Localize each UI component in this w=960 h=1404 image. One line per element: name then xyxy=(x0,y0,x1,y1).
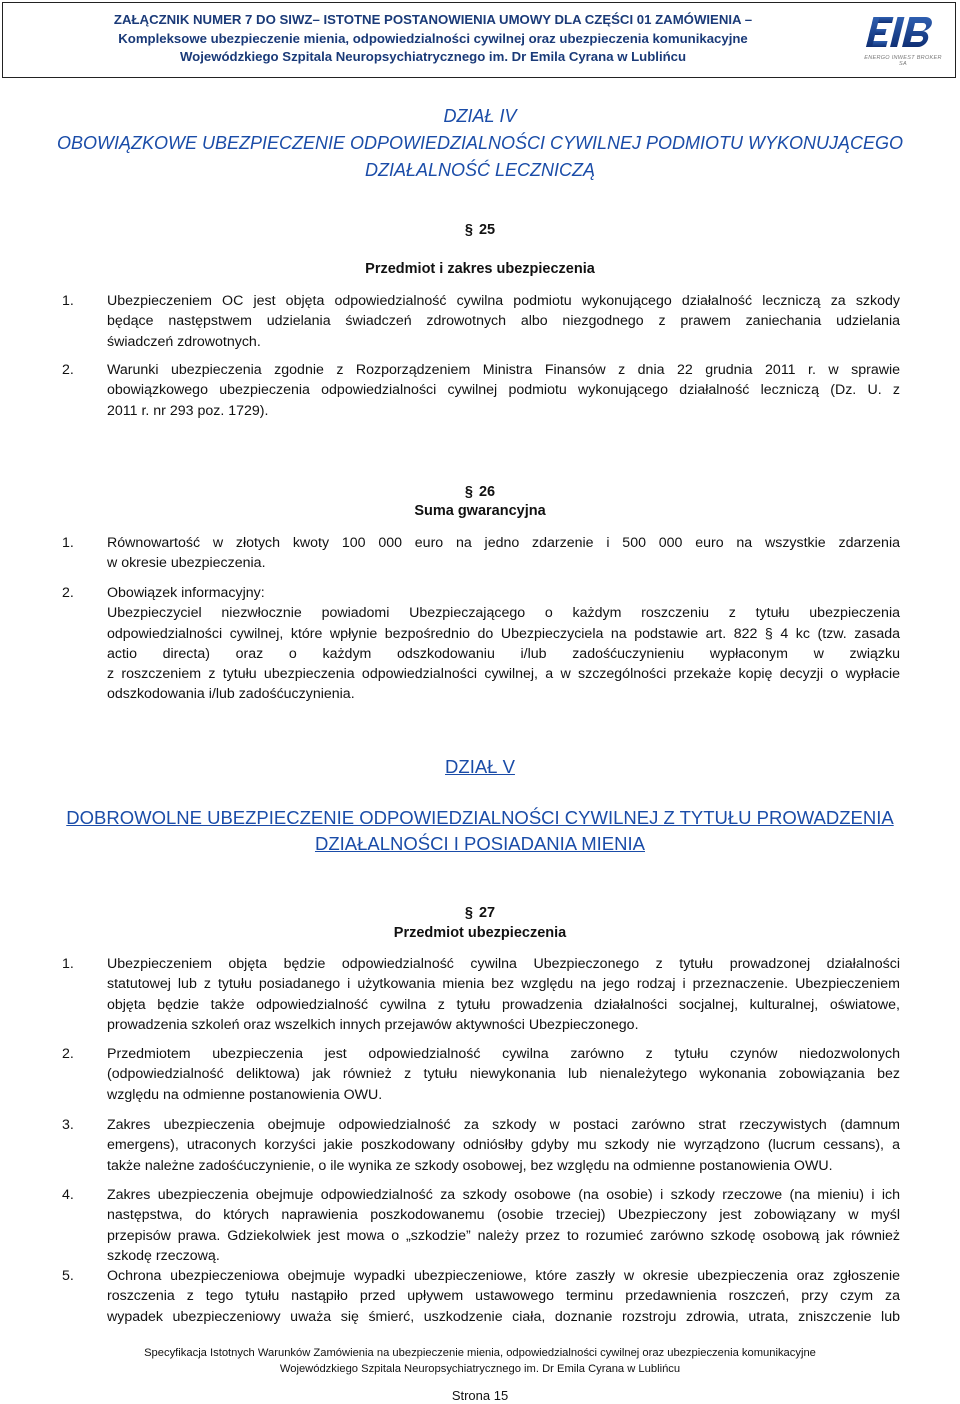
p25-item-1 xyxy=(62,291,900,352)
paragraph-27-title: Przedmiot ubezpieczenia xyxy=(393,925,567,941)
section-sign: § xyxy=(464,905,473,921)
item-line: Ubezpieczeniem OC jest objęta odpowiedzialność cywilna podmiotu wykonującego działalność leczniczą za szkody xyxy=(107,293,900,309)
item-line: Równowartość w złotych kwoty 100 000 euro na jedno zdarzenie i 500 000 euro na wszystkie zdarzenia xyxy=(107,535,900,551)
paragraph-27-number xyxy=(0,905,960,921)
footer-line-1: Specyfikacja Istotnych Warunków Zamówienia na ubezpieczenie mienia, odpowiedzialności cywilnej oraz ubezpieczenia komunikacyjne xyxy=(144,1347,816,1359)
item-line: w okresie ubezpieczenia. xyxy=(107,555,266,572)
p27-item-3 xyxy=(62,1115,900,1176)
item-number: 5. xyxy=(62,1268,74,1284)
item-line: prowadzenia szkoleń oraz wszelkich innych przejawów aktywności Ubezpieczonego. xyxy=(107,1016,639,1033)
p27-item-2 xyxy=(62,1044,900,1105)
paragraph-25-title: Przedmiot i zakres ubezpieczenia xyxy=(365,261,595,277)
p26-item-2 xyxy=(62,583,900,705)
paragraph-26-num: 26 xyxy=(478,484,496,500)
paragraph-26-title: Suma gwarancyjna xyxy=(414,503,546,519)
item-number: 1. xyxy=(62,535,74,551)
footer-line-2: Wojewódzkiego Szpitala Neuropsychiatrycznego im. Dr Emila Cyrana w Lublińcu xyxy=(279,1362,681,1375)
header-line-3: Wojewódzkiego Szpitala Neuropsychiatrycznego im. Dr Emila Cyrana w Lublińcu xyxy=(179,49,687,65)
item-line: 2011 r. nr 293 poz. 1729). xyxy=(107,402,269,419)
item-number: 2. xyxy=(62,362,74,378)
paragraph-26-number xyxy=(0,484,960,500)
item-number: 2. xyxy=(62,1046,74,1062)
item-line: emergens), utraconych korzyści jakie poszkodowany odniósłby gdyby mu szkody nie wyrządzono (lucrum cessans), a xyxy=(107,1137,900,1154)
item-line: Ochrona ubezpieczeniowa obejmuje wypadki ubezpieczeniowe, które zaszły w okresie ubezpieczenia oraz zgłoszenie xyxy=(107,1268,900,1284)
section4-title-line-1: OBOWIĄZKOWE UBEZPIECZENIE ODPOWIEDZIALNOŚCI CYWILNEJ PODMIOTU WYKONUJĄCEGO xyxy=(56,133,904,153)
section5-title-line-2: DZIAŁALNOŚCI I POSIADANIA MIENIA xyxy=(314,833,645,854)
paragraph-25-num: 25 xyxy=(478,222,496,238)
item-line: Zakres ubezpieczenia obejmuje odpowiedzialność za szkody osobowe (na osobie) i szkody rzeczowe (na mieniu) i ich xyxy=(107,1187,900,1203)
item-line: przepisów prawa. Gdziekolwiek jest mowa o „szkodzie” należy przez to rozumieć zarówno szkodę osobową jak również xyxy=(107,1227,900,1244)
item-line: z roszczeniem z tytułu ubezpieczenia odpowiedzialności cywilnej, a w szczególności przekaże kopię decyzji o wypłacie xyxy=(107,666,900,683)
item-line: względu na odmienne postanowienia OWU. xyxy=(107,1086,383,1103)
section-sign: § xyxy=(464,484,473,500)
header-text xyxy=(3,11,863,67)
page-number: Strona 15 xyxy=(451,1388,509,1403)
p25-item-2 xyxy=(62,360,900,421)
item-line: będące następstwem udzielania świadczeń zdrowotnych albo niezgodnego z prawem zaniechania udzielania xyxy=(107,313,900,330)
item-number: 1. xyxy=(62,956,74,972)
item-line: odszkodowania i/lub zadośćuczynienia. xyxy=(107,686,355,703)
p27-item-4 xyxy=(62,1185,900,1266)
item-line: statutowej lub z tytułu posiadanego i użytkowania mienia bez względu na jego rodzaj i przeznaczenie. Ubezpieczeniem xyxy=(107,976,900,993)
item-line: Przedmiotem ubezpieczenia jest odpowiedzialność cywilna zarówno z tytułu czynów niedozwolonych xyxy=(107,1046,900,1062)
section4-label: DZIAŁ IV xyxy=(443,106,517,126)
header-line-1: ZAŁĄCZNIK NUMER 7 DO SIWZ– ISTOTNE POSTANOWIENIA UMOWY DLA CZĘŚCI 01 ZAMÓWIENIA – xyxy=(113,12,753,27)
item-line: objęta będzie także odpowiedzialność cywilna z tytułu prowadzenia działalności socjalnej, kulturalnej, oświatowe, xyxy=(107,996,900,1013)
section5-title-line-1: DOBROWOLNE UBEZPIECZENIE ODPOWIEDZIALNOŚCI CYWILNEJ Z TYTUŁU PROWADZENIA xyxy=(66,807,894,828)
item-line: świadczeń zdrowotnych. xyxy=(107,333,261,350)
item-line: actio directa) oraz o każdym odszkodowaniu i/lub zadośćuczynieniu wypłaconym w związku xyxy=(107,645,900,662)
item-line: także należne zadośćuczynienie, o ile wynika ze szkody osobowej, bez względu na odmienne postanowienia OWU. xyxy=(107,1157,833,1174)
item-line: odpowiedzialności cywilnej, które wpłynie bezpośrednio do Ubezpieczyciela na podstawie art. 822 § 4 kc (tzw. zasada xyxy=(107,625,900,642)
item-line: (odpowiedzialność deliktowa) jak również z tytułu niewykonania lub nienależytego wykonania zobowiązania bez xyxy=(107,1066,900,1083)
p27-item-5 xyxy=(62,1266,900,1327)
section5-label: DZIAŁ V xyxy=(445,756,515,777)
page-footer xyxy=(0,1346,960,1377)
item-number: 1. xyxy=(62,293,74,309)
p27-item-1 xyxy=(62,954,900,1035)
p26-item-1 xyxy=(62,533,900,574)
item-line: roszczenia z tego tytułu nastąpiło przed upływem ustawowego terminu przedawnienia roszczeń, przy czym za xyxy=(107,1288,900,1305)
section5-title xyxy=(0,805,960,857)
item-line: Zakres ubezpieczenia obejmuje odpowiedzialność za szkody w postaci zarówno strat rzeczywistych (damnum xyxy=(107,1117,900,1133)
item-number: 3. xyxy=(62,1117,74,1133)
item-line: szkodę rzeczową. xyxy=(107,1247,220,1264)
section4-title-line-2: DZIAŁALNOŚĆ LECZNICZĄ xyxy=(364,160,596,180)
item-line: Obowiązek informacyjny: xyxy=(107,585,265,601)
paragraph-25-number xyxy=(0,222,960,238)
item-number: 2. xyxy=(62,585,74,601)
section-sign: § xyxy=(464,222,473,238)
item-line: Ubezpieczeniem objęta będzie odpowiedzialność cywilna Ubezpieczonego z tytułu prowadzonej działalności xyxy=(107,956,900,972)
paragraph-27-num: 27 xyxy=(478,905,496,921)
section4-heading xyxy=(0,103,960,184)
eib-logo xyxy=(865,11,943,55)
header-line-2: Kompleksowe ubezpieczenie mienia, odpowiedzialności cywilnej oraz ubezpieczenia komunikacyjne xyxy=(118,30,748,46)
item-line: Warunki ubezpieczenia zgodnie z Rozporządzeniem Ministra Finansów z dnia 22 grudnia 2011 r. w sprawie xyxy=(107,362,900,378)
logo-subtitle: ENERGO INWEST BROKER SA xyxy=(864,55,942,67)
item-line: wypadek ubezpieczeniowy uważa się śmierć, uszkodzenie ciała, doznanie rozstroju zdrowia, utrata, zniszczenie lub xyxy=(107,1308,900,1325)
item-line: następstwa, do których naprawienia poszkodowanemu (osobie trzeciej) Ubezpieczony jest zobowiązany w myśl xyxy=(107,1207,900,1224)
item-number: 4. xyxy=(62,1187,74,1203)
item-line: obowiązkowego ubezpieczenia odpowiedzialności cywilnej podmiotu wykonującego działalność leczniczą (Dz. U. z xyxy=(107,382,900,399)
item-line: Ubezpieczyciel niezwłocznie powiadomi Ubezpieczającego o każdym roszczeniu z tytułu ubezpieczenia xyxy=(107,605,900,622)
page-header xyxy=(2,2,956,78)
